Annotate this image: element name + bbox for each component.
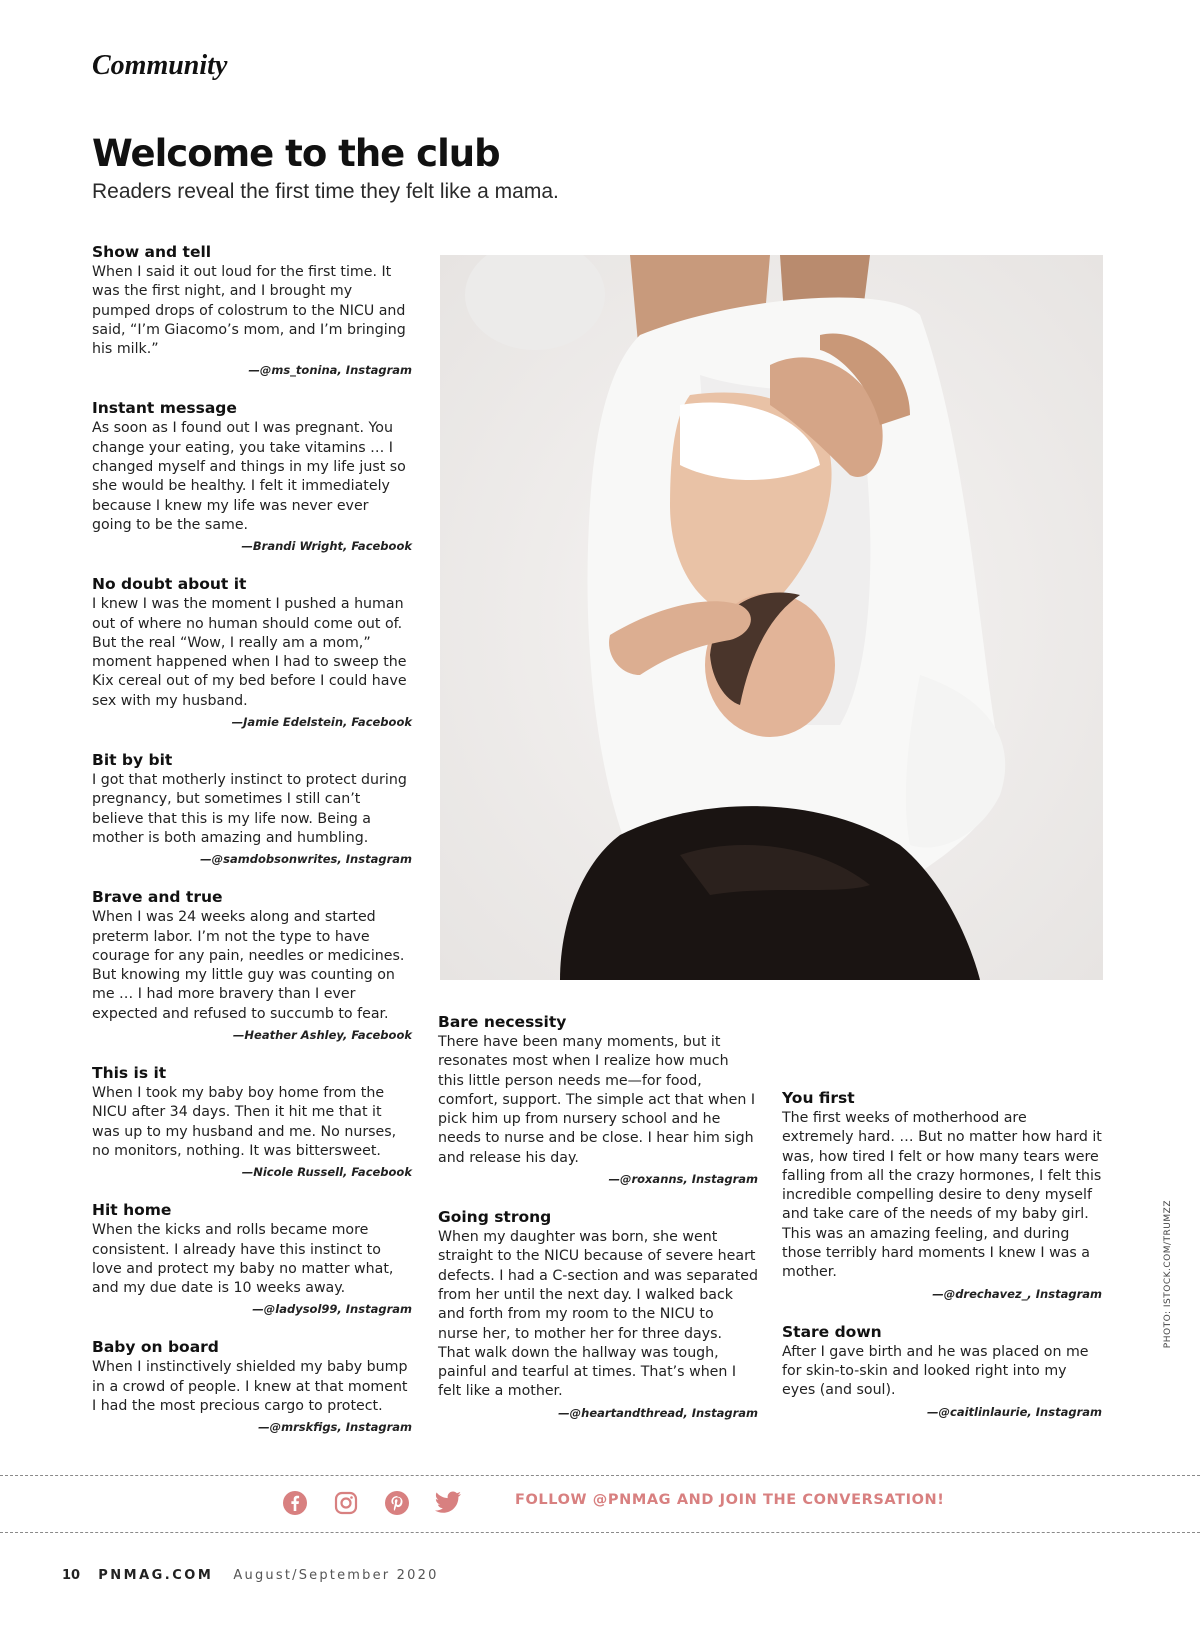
story-no-doubt-about-it [92,574,412,730]
story-credit: —@mrskfigs, Instagram [258,1420,412,1435]
story-heading: Brave and true [92,888,223,907]
story-brave-and-true [92,887,412,1043]
story-credit: —@samdobsonwrites, Instagram [200,852,412,867]
page-title: Welcome to the club [92,132,500,175]
story-going-strong [438,1207,758,1421]
story-credit: —@heartandthread, Instagram [558,1405,758,1420]
story-body: The first weeks of motherhood are extremely hard. … But no matter how hard it was, how tired I felt or how many tears were falling from all the crazy hormones, I felt this incredible compelling desire to deny myself and take care of the needs of my baby girl. This was an amazing feeling, and during those terribly hard moments I knew I was a mother. [782,1110,1102,1281]
follow-cta[interactable]: FOLLOW @PNMAG AND JOIN THE CONVERSATION! [515,1492,945,1508]
story-body: I knew I was the moment I pushed a human out of where no human should come out of. But the real “Wow, I really am a mom,” moment happened when I had to sweep the Kix cereal out of my bed before I could have sex with my husband. [92,596,407,709]
story-body: When I instinctively shielded my baby bump in a crowd of people. I knew at that moment I had the most precious cargo to protect. [92,1359,408,1414]
middle-column [438,1012,758,1441]
photo-credit: PHOTO: ISTOCK.COM/TRUMZZ [1163,1200,1173,1349]
story-heading: No doubt about it [92,575,247,594]
story-credit: —@caitlinlaurie, Instagram [927,1404,1102,1419]
story-body: When I said it out loud for the first time. It was the first night, and I brought my pumped drops of colostrum to the NICU and said, “I’m Giacomo’s mom, and I’m bringing his milk.” [92,264,406,358]
story-credit: —Heather Ashley, Facebook [232,1028,412,1043]
story-body: When the kicks and rolls became more consistent. I already have this instinct to love and protect my baby no matter what, and my due date is 10 weeks away. [92,1222,394,1297]
story-body: When my daughter was born, she went straight to the NICU because of severe heart defects. I had a C-section and was separated from her until the next day. I walked back and forth from my room to the NICU to nurse her, to mother her for three days. That walk down the hallway was tough, painful and tearful at times. That’s when I felt like a mother. [438,1229,759,1400]
page-subtitle: Readers reveal the first time they felt like a mama. [92,180,559,203]
facebook-icon[interactable] [280,1488,310,1518]
twitter-icon[interactable] [433,1488,463,1518]
story-body: When I was 24 weeks along and started preterm labor. I’m not the type to have courage for any pain, needles or medicines. But knowing my little guy was counting on me … I had more bravery than I ever expected and refused to succumb to fear. [92,909,405,1022]
story-credit: —Jamie Edelstein, Facebook [231,715,412,730]
social-links [280,1485,484,1521]
story-heading: Bare necessity [438,1013,567,1031]
story-heading: This is it [92,1064,167,1083]
section-label: Community [92,50,228,81]
story-this-is-it [92,1063,412,1180]
story-credit: —@ladysol99, Instagram [252,1302,412,1317]
mother-and-baby-illustration [440,255,1103,980]
story-body: I got that motherly instinct to protect during pregnancy, but sometimes I still can’t believe that this is my life now. Being a mother is both amazing and humbling. [92,772,407,846]
story-bare-necessity [438,1012,758,1187]
story-credit: —Nicole Russell, Facebook [241,1165,412,1180]
story-body: There have been many moments, but it resonates most when I realize how much this little person needs me—for food, comfort, support. The simple act that when I pick him up from nursery school and he needs to nurse and be close. I hear him sigh and release his day. [438,1034,756,1166]
page-footer [62,1568,439,1583]
story-heading: Going strong [438,1208,552,1227]
story-heading: Stare down [782,1322,882,1341]
left-column [92,242,412,1455]
story-body: When I took my baby boy home from the NICU after 34 days. Then it hit me that it was up to my husband and me. No nurses, no monitors, nothing. It was bittersweet. [92,1085,397,1159]
story-instant-message [92,398,412,554]
page-number: 10 [62,1568,81,1583]
story-body: After I gave birth and he was placed on me for skin-to-skin and looked right into my eyes (and soul). [782,1343,1089,1399]
divider-bottom [0,1532,1200,1533]
story-heading: Show and tell [92,243,212,261]
feature-photo [440,255,1103,980]
story-heading: Bit by bit [92,751,173,770]
story-credit: —@drechavez_, Instagram [932,1286,1102,1301]
story-body: As soon as I found out I was pregnant. You change your eating, you take vitamins … I changed myself and things in my life just so she would be healthy. I felt it immediately because I knew my life was never ever going to be the same. [92,420,406,533]
right-column [782,1088,1102,1440]
story-heading: Instant message [92,399,237,418]
story-baby-on-board [92,1337,412,1435]
site-name: PNMAG.COM [98,1568,214,1583]
story-stare-down [782,1322,1102,1420]
divider-top [0,1475,1200,1476]
story-credit: —@roxanns, Instagram [608,1172,758,1187]
story-credit: —Brandi Wright, Facebook [241,539,412,554]
story-you-first [782,1088,1102,1302]
instagram-icon[interactable] [331,1488,361,1518]
pinterest-icon[interactable] [382,1488,412,1518]
issue-date: August/September 2020 [233,1568,439,1583]
story-bit-by-bit [92,750,412,867]
story-hit-home [92,1200,412,1317]
story-show-and-tell [92,242,412,378]
story-credit: —@ms_tonina, Instagram [248,363,412,378]
story-heading: Baby on board [92,1338,219,1357]
story-heading: Hit home [92,1201,172,1220]
story-heading: You first [782,1089,855,1107]
